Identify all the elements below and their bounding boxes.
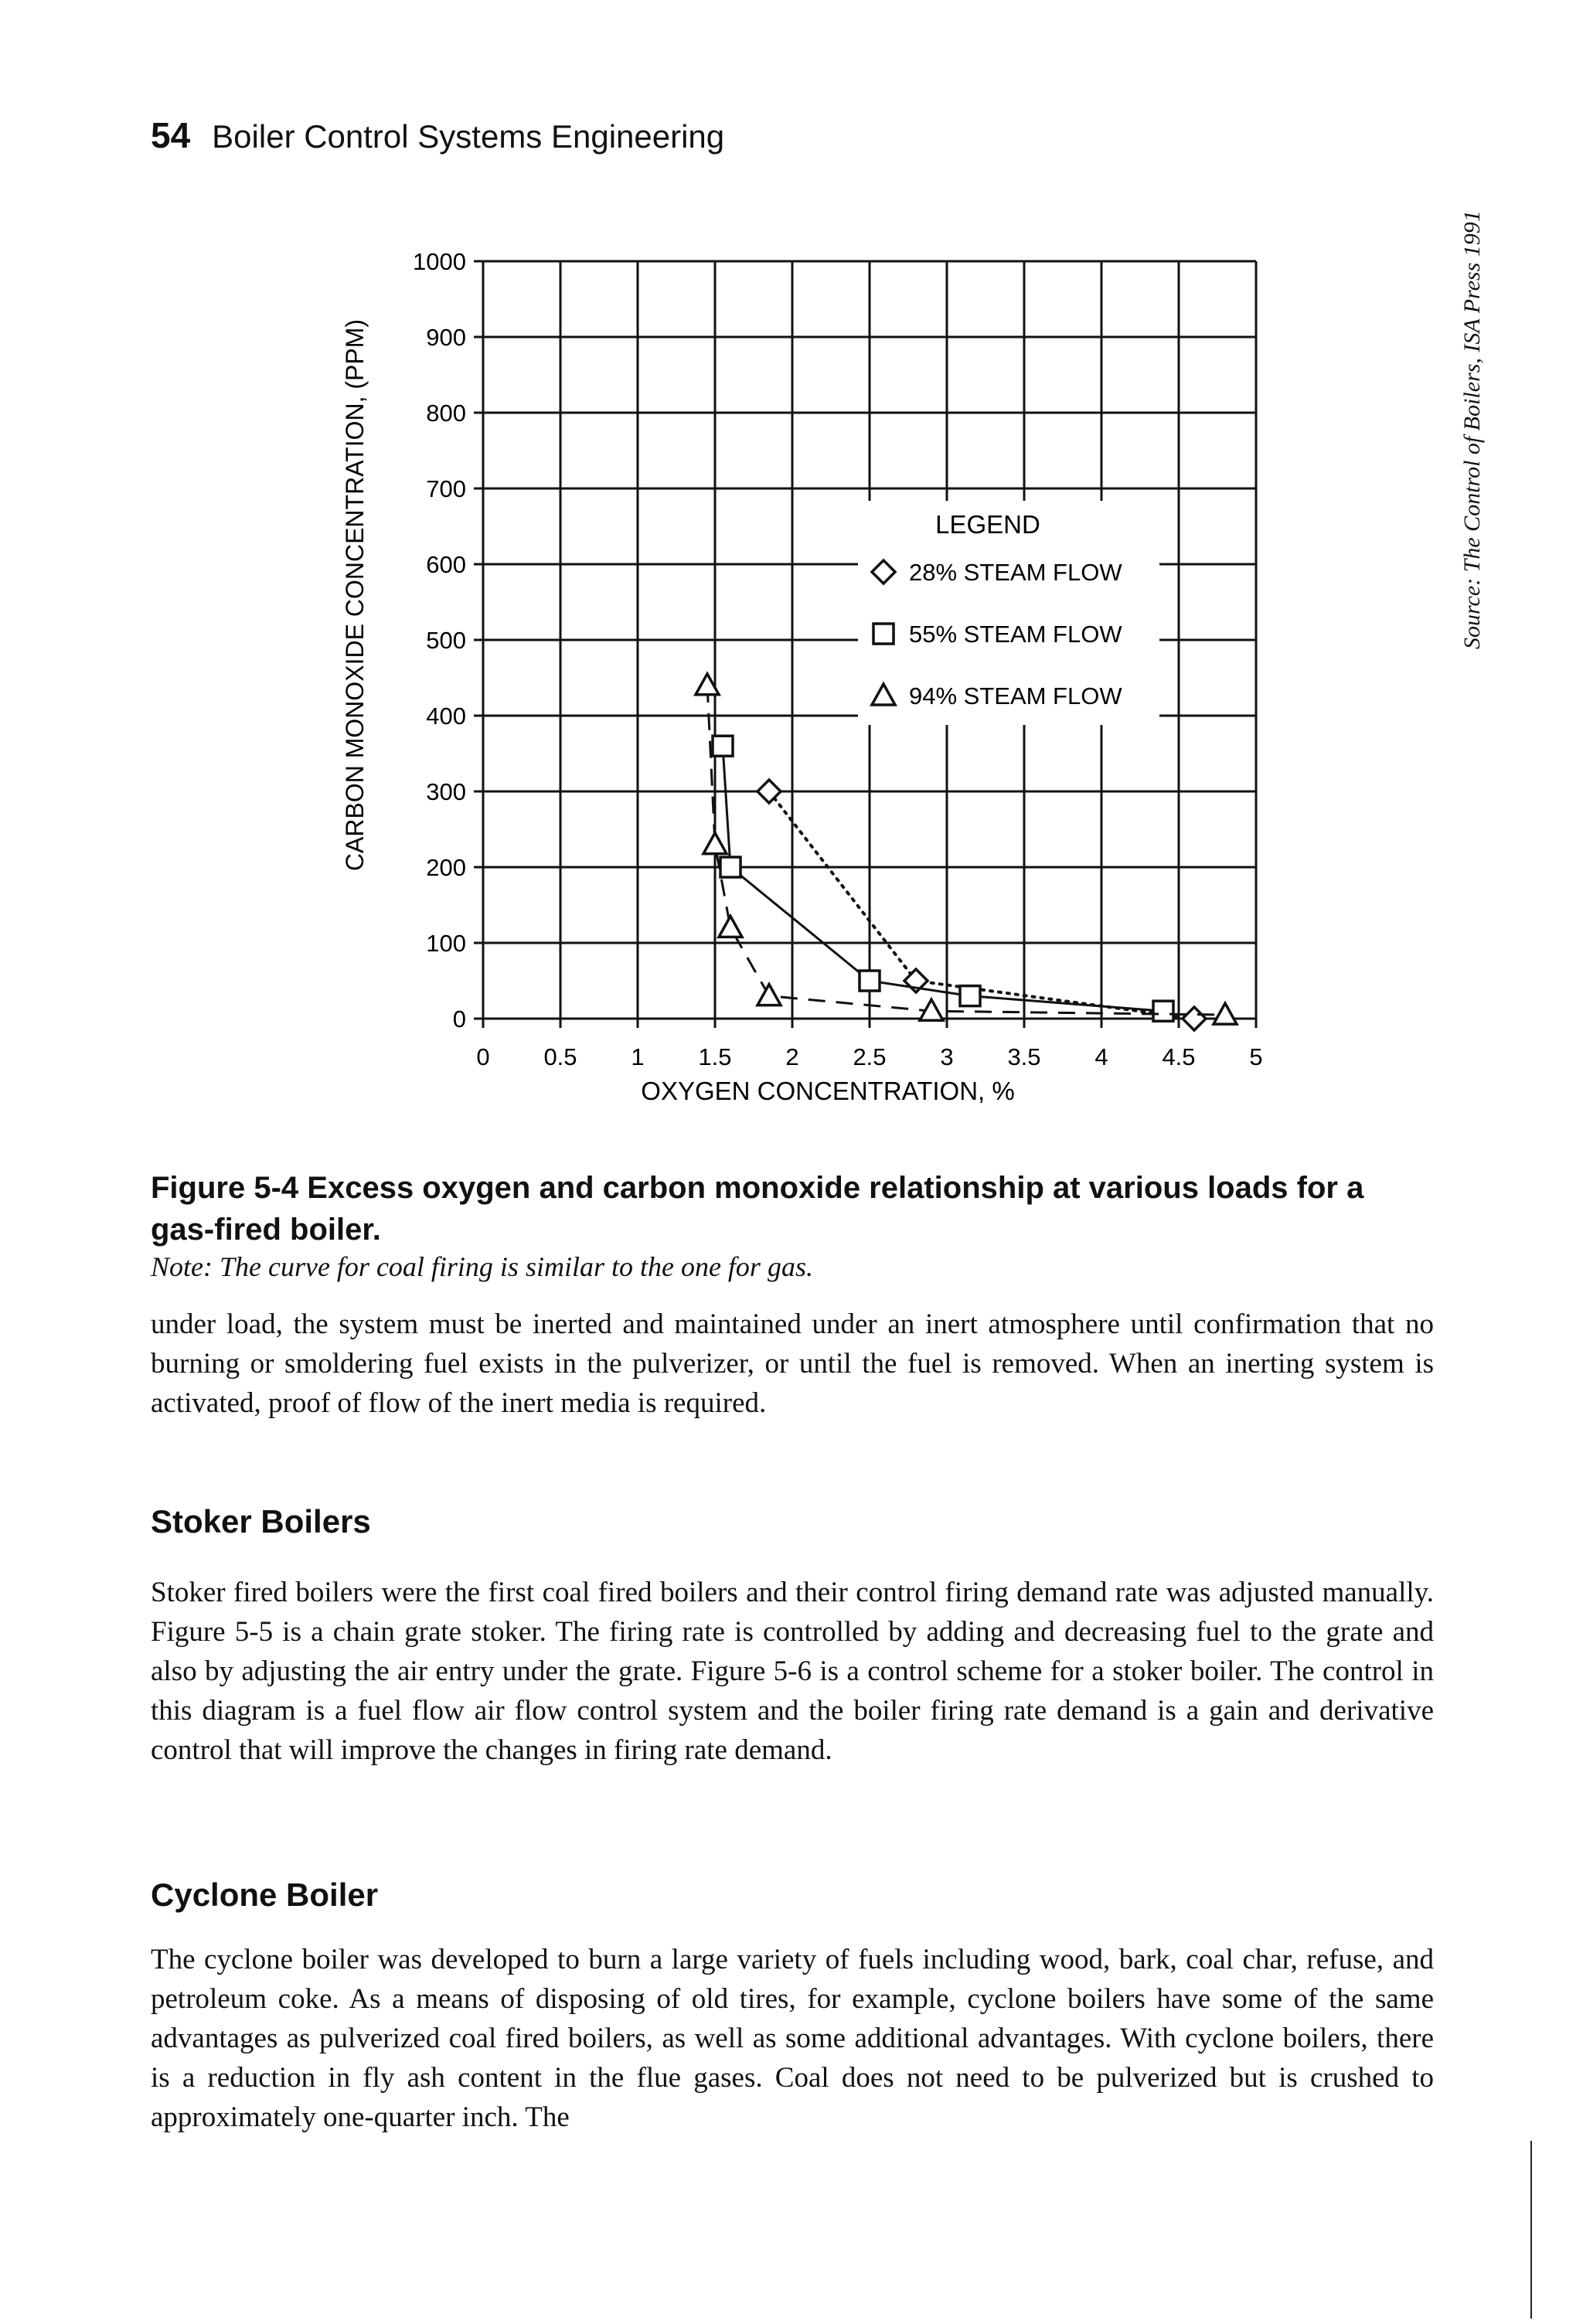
x-tick-label: 3 [940,1043,954,1070]
x-tick-label: 1 [631,1043,645,1070]
legend-entry: 94% STEAM FLOW [909,682,1122,709]
x-tick-label: 4.5 [1162,1043,1196,1070]
page-number: 54 [151,115,191,155]
y-tick-label: 300 [426,778,466,805]
data-point-square [1153,1001,1173,1021]
y-tick-label: 700 [426,475,466,502]
data-point-triangle [719,916,742,937]
x-tick-label: 2 [785,1043,799,1070]
y-tick-label: 900 [426,324,466,351]
margin-rule [1530,2141,1532,2319]
y-tick-label: 200 [426,854,466,881]
running-title: Boiler Control Systems Engineering [212,118,725,155]
heading-cyclone-boiler: Cyclone Boiler [151,1877,379,1913]
series-line-diamond [769,791,1194,1019]
x-tick-label: 0 [476,1043,490,1070]
legend-marker-square [873,624,894,644]
x-tick-label: 0.5 [543,1043,577,1070]
paragraph-inerting: under load, the system must be inerted and maintained under an inert atmosphere until confirmation that no burning or smoldering fuel exists in the pulverizer, or until the fuel is removed. When an inerting system is activated, proof of flow of the inert media is required. [151,1308,1434,1419]
legend-entry: 28% STEAM FLOW [909,559,1122,586]
legend-items [872,559,1122,709]
figure-label: Figure 5-4 [151,1171,299,1205]
x-tick-label: 1.5 [698,1043,732,1070]
legend-title: LEGEND [935,510,1040,539]
data-point-square [713,736,733,756]
y-tick-label: 600 [426,551,466,578]
figure-caption [151,1167,1434,1250]
paragraph-cyclone: The cyclone boiler was developed to burn a large variety of fuels including wood, bark, coal char, refuse, and petroleum coke. As a means of disposing of old tires, for example, cyclone boilers have some of the same advantages as pulverized coal fired boilers, as well as some additional advantages. With cyclone boilers, there is a reduction in fly ash content in the flue gases. Coal does not need to be pulverized but is crushed to approximately one-quarter inch. The [151,1944,1434,2133]
data-point-square [720,857,740,877]
y-tick-label: 100 [426,930,466,957]
y-axis-label: CARBON MONOXIDE CONCENTRATION, (PPM) [341,318,369,872]
y-tick-label: 1000 [413,248,466,275]
y-tick-label: 400 [426,703,466,730]
series-line-square [723,746,1163,1011]
data-point-square [960,986,980,1006]
data-point-triangle [703,833,727,854]
figure-caption-text: Excess oxygen and carbon monoxide relationship at various loads for a gas-fired boiler. [151,1171,1364,1247]
legend-entry: 55% STEAM FLOW [909,621,1122,648]
chart-series [696,674,1237,1030]
y-tick-label: 500 [426,627,466,654]
data-point-diamond [1183,1007,1206,1030]
figure-note-text: Note: The curve for coal firing is similar to the one for gas. [151,1251,813,1282]
data-point-triangle [757,985,781,1005]
figure-note [151,1250,813,1283]
data-point-square [860,971,880,991]
paragraph-stoker: Stoker fired boilers were the first coal fired boilers and their control firing demand rate was adjusted manually. Figure 5-5 is a chain grate stoker. The firing rate is controlled by adding and decreasing fuel to the grate and also by adjusting the air entry under the grate. Figure 5-6 is a control scheme for a stoker boiler. The control in this diagram is a fuel flow air flow control system and the boiler firing rate demand is a gain and derivative control that will improve the changes in firing rate demand. [151,1577,1434,1766]
x-tick-label: 5 [1249,1043,1263,1070]
data-point-triangle [1214,1003,1237,1024]
x-tick-label: 4 [1094,1043,1108,1070]
source-note: Source: The Control of Boilers, ISA Press 1991 [1459,210,1485,649]
co-vs-oxygen-chart [0,0,1583,1128]
x-tick-label: 2.5 [853,1043,887,1070]
x-tick-label: 3.5 [1007,1043,1041,1070]
series-line-triangle [707,686,1225,1015]
chart-legend [858,501,1159,725]
y-tick-label: 800 [426,400,466,427]
heading-stoker-boilers: Stoker Boilers [151,1503,371,1540]
y-tick-label: 0 [452,1005,466,1033]
x-axis-label: OXYGEN CONCENTRATION, % [641,1077,1015,1105]
data-point-diamond [757,780,781,803]
